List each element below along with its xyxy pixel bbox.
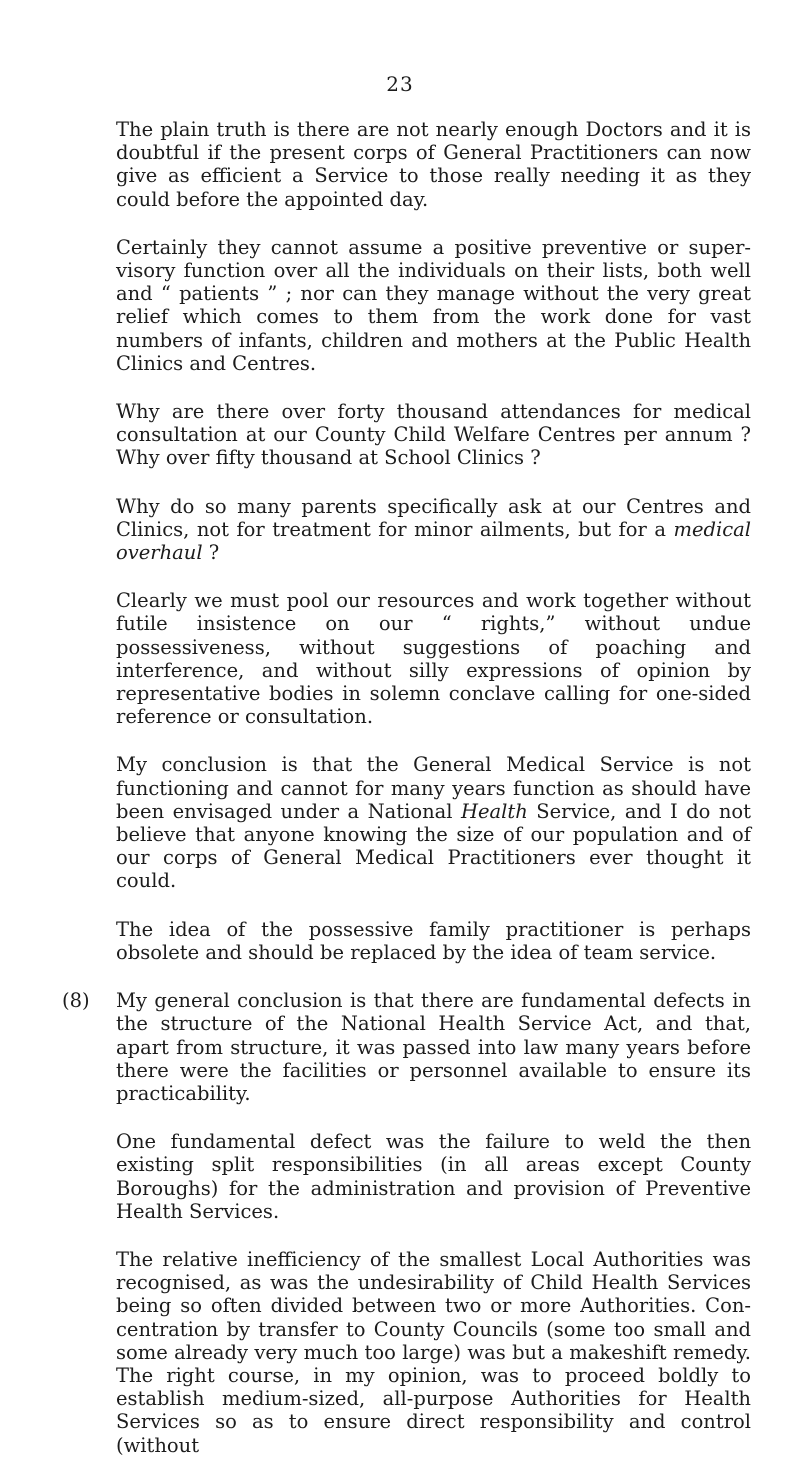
emphasis-text: medical overhaul xyxy=(116,517,751,565)
paragraph-text: My general conclusion is that there are fundamental defects in the structure of the National Health Service Act, and that, apart from structure, it was passed into law many years before there were the facilities or personnel available to ensure its practicability. xyxy=(116,989,751,1105)
body-text xyxy=(62,118,751,1482)
paragraph xyxy=(116,918,751,964)
paragraph-text: Service, and I do not believe that anyone knowing the size of our population and of our corps of General Medical Practitioners ever thought it could. xyxy=(116,799,751,893)
paragraph-text: Certainly they cannot assume a positive preventive or super-visory function over all the individuals on their lists, both well and “ patients ” ; nor can they manage without the very great relief which comes to them from the work done for vast numbers of infants, children and mothers at the Public Health Clinics and Centres. xyxy=(116,235,751,375)
paragraph-text: My conclusion is that the General Medical Service is not functioning and cannot for many years function as should have been envisaged under a National xyxy=(116,753,751,823)
paragraph xyxy=(116,495,751,565)
paragraph xyxy=(116,1130,751,1223)
paragraph-text: The relative inefficiency of the smallest Local Authorities was recognised, as was the undesirability of Child Health Services being so often divided between two or more Authorities. Con-centration by transfer to County Councils (some too small and some already very much too large) was but a makeshift remedy. The right course, in my opinion, was to proceed boldly to establish medium-sized, all-purpose Authorities for Health Services so as to ensure direct responsibility and control (without xyxy=(116,1247,751,1457)
paragraph xyxy=(116,400,751,470)
paragraph-text: One fundamental defect was the failure to weld the then existing split responsibilities (in all areas except County Boroughs) for the administration and provision of Preventive Health Services. xyxy=(116,1130,751,1223)
page-number: 23 xyxy=(386,72,414,96)
paragraph-text: Clearly we must pool our resources and work together without futile insistence on our “ rights,” without undue possessiveness, without suggestions of poaching and interference, and without silly expressions of opinion by representative bodies in solemn conclave calling for one-sided reference or consultation. xyxy=(116,589,751,729)
paragraph xyxy=(116,589,751,728)
paragraph-text: The idea of the possessive family practitioner is perhaps obsolete and should be replaced by the idea of team service. xyxy=(116,917,751,964)
paragraph xyxy=(116,1248,751,1457)
paragraph xyxy=(62,989,751,1105)
section-marker: (8) xyxy=(62,989,90,1013)
paragraph xyxy=(116,118,751,211)
paragraph-text: Why are there over forty thousand attendances for medical consultation at our County Child Welfare Centres per annum ? Why over fifty thousand at School Clinics ? xyxy=(116,400,751,470)
paragraph-text: The plain truth is there are not nearly enough Doctors and it is doubtful if the present corps of General Practitioners can now give as efficient a Service to those really needing it as they could before the appointed day. xyxy=(116,118,751,211)
paragraph xyxy=(116,753,751,892)
paragraph-text: ? xyxy=(202,541,220,565)
emphasis-text: Health xyxy=(460,799,528,823)
paragraph xyxy=(116,236,751,375)
paragraph-text: Why do so many parents specifically ask at our Centres and Clinics, not for treatment for minor ailments, but for a xyxy=(116,494,751,541)
